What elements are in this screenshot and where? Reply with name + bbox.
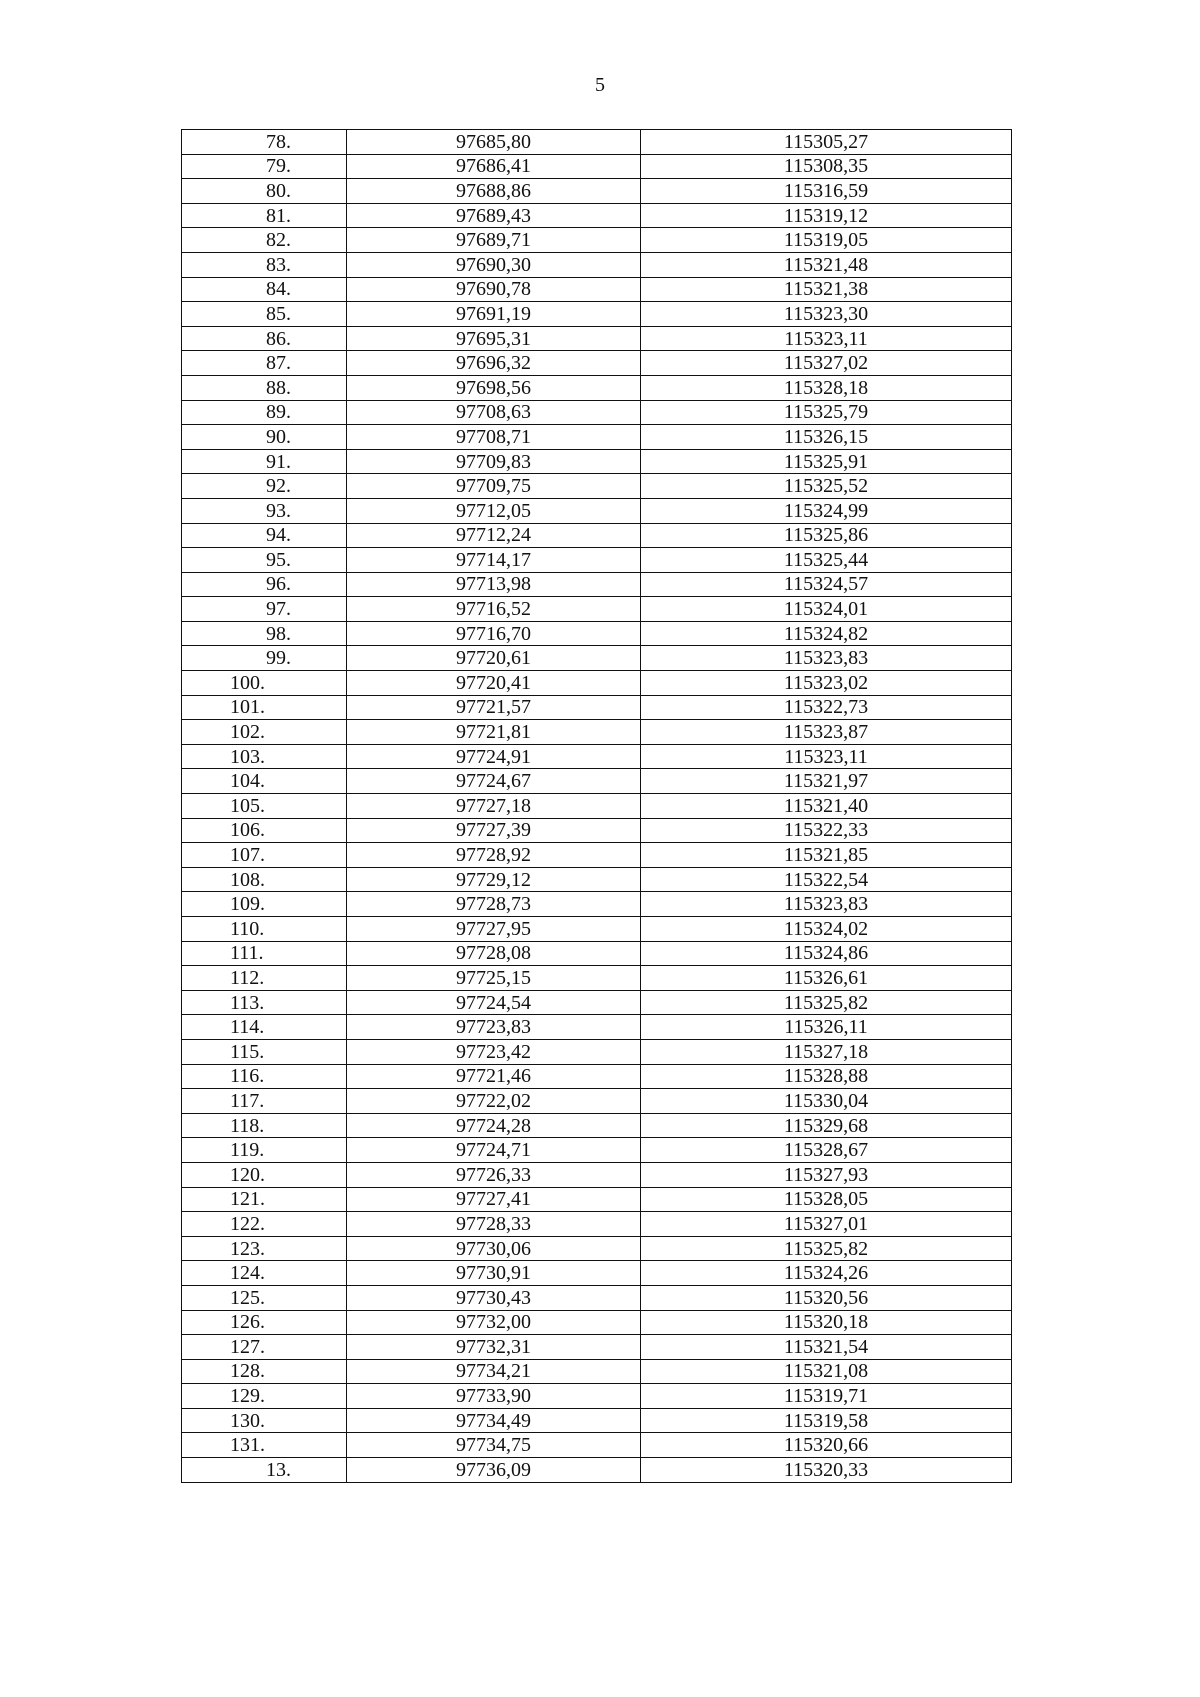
point-number: 111.: [230, 942, 264, 965]
point-number: 112.: [230, 966, 265, 989]
point-number-cell: [182, 1212, 347, 1237]
point-number-cell: [182, 425, 347, 450]
x-coordinate-cell: 97698,56: [347, 375, 641, 400]
point-number: 114.: [230, 1016, 265, 1039]
point-number: 100.: [230, 671, 265, 694]
point-number: 118.: [230, 1114, 265, 1137]
x-coordinate-cell: 97709,75: [347, 474, 641, 499]
point-number-cell: [182, 548, 347, 573]
point-number: 113.: [230, 991, 265, 1014]
page-number: 5: [595, 74, 605, 96]
y-coordinate-cell: 115327,18: [641, 1039, 1012, 1064]
table-row: [182, 769, 1012, 794]
y-coordinate-cell: 115330,04: [641, 1089, 1012, 1114]
point-number: 110.: [230, 917, 265, 940]
y-coordinate-cell: 115320,18: [641, 1310, 1012, 1335]
point-number: 108.: [230, 868, 265, 891]
table-row: [182, 302, 1012, 327]
x-coordinate-cell: 97716,52: [347, 597, 641, 622]
y-coordinate-cell: 115328,05: [641, 1187, 1012, 1212]
point-number: 82.: [266, 229, 291, 252]
point-number: 130.: [230, 1409, 265, 1432]
point-number-cell: [182, 1236, 347, 1261]
table-row: [182, 228, 1012, 253]
x-coordinate-cell: 97723,83: [347, 1015, 641, 1040]
point-number: 116.: [230, 1065, 265, 1088]
point-number: 115.: [230, 1040, 265, 1063]
point-number-cell: [182, 130, 347, 155]
y-coordinate-cell: 115323,02: [641, 671, 1012, 696]
point-number-cell: [182, 744, 347, 769]
point-number-cell: [182, 1359, 347, 1384]
point-number-cell: [182, 1310, 347, 1335]
point-number: 122.: [230, 1212, 265, 1235]
y-coordinate-cell: 115308,35: [641, 154, 1012, 179]
table-row: [182, 941, 1012, 966]
y-coordinate-cell: 115321,08: [641, 1359, 1012, 1384]
point-number: 105.: [230, 794, 265, 817]
y-coordinate-cell: 115329,68: [641, 1113, 1012, 1138]
point-number: 84.: [266, 278, 291, 301]
table-row: [182, 1138, 1012, 1163]
x-coordinate-cell: 97686,41: [347, 154, 641, 179]
point-number: 125.: [230, 1286, 265, 1309]
table-row: [182, 1433, 1012, 1458]
x-coordinate-cell: 97721,81: [347, 720, 641, 745]
table-row: [182, 966, 1012, 991]
point-number-cell: [182, 1015, 347, 1040]
y-coordinate-cell: 115321,38: [641, 277, 1012, 302]
point-number: 83.: [266, 253, 291, 276]
point-number: 109.: [230, 893, 265, 916]
point-number-cell: [182, 769, 347, 794]
point-number-cell: [182, 302, 347, 327]
y-coordinate-cell: 115325,86: [641, 523, 1012, 548]
y-coordinate-cell: 115328,88: [641, 1064, 1012, 1089]
point-number: 92.: [266, 475, 291, 498]
y-coordinate-cell: 115319,05: [641, 228, 1012, 253]
x-coordinate-cell: 97733,90: [347, 1384, 641, 1409]
table-row: [182, 720, 1012, 745]
point-number: 91.: [266, 450, 291, 473]
table-row: [182, 474, 1012, 499]
x-coordinate-cell: 97728,33: [347, 1212, 641, 1237]
x-coordinate-cell: 97712,24: [347, 523, 641, 548]
x-coordinate-cell: 97689,43: [347, 203, 641, 228]
x-coordinate-cell: 97690,78: [347, 277, 641, 302]
x-coordinate-cell: 97734,21: [347, 1359, 641, 1384]
y-coordinate-cell: 115325,79: [641, 400, 1012, 425]
point-number-cell: [182, 1089, 347, 1114]
table-row: [182, 203, 1012, 228]
table-row: [182, 990, 1012, 1015]
point-number: 79.: [266, 155, 291, 178]
x-coordinate-cell: 97714,17: [347, 548, 641, 573]
point-number: 85.: [266, 302, 291, 325]
y-coordinate-cell: 115320,66: [641, 1433, 1012, 1458]
point-number: 96.: [266, 573, 291, 596]
x-coordinate-cell: 97732,00: [347, 1310, 641, 1335]
point-number: 101.: [230, 696, 265, 719]
table-row: [182, 277, 1012, 302]
x-coordinate-cell: 97727,95: [347, 917, 641, 942]
point-number: 119.: [230, 1139, 265, 1162]
table-row: [182, 1089, 1012, 1114]
x-coordinate-cell: 97726,33: [347, 1162, 641, 1187]
point-number: 127.: [230, 1335, 265, 1358]
y-coordinate-cell: 115326,61: [641, 966, 1012, 991]
point-number-cell: [182, 498, 347, 523]
table-row: [182, 498, 1012, 523]
y-coordinate-cell: 115316,59: [641, 179, 1012, 204]
table-row: [182, 1187, 1012, 1212]
point-number-cell: [182, 375, 347, 400]
point-number: 86.: [266, 327, 291, 350]
table-row: [182, 1039, 1012, 1064]
x-coordinate-cell: 97716,70: [347, 621, 641, 646]
point-number: 80.: [266, 179, 291, 202]
point-number: 106.: [230, 819, 265, 842]
point-number-cell: [182, 1039, 347, 1064]
x-coordinate-cell: 97727,41: [347, 1187, 641, 1212]
point-number: 95.: [266, 548, 291, 571]
point-number: 78.: [266, 130, 291, 153]
y-coordinate-cell: 115324,02: [641, 917, 1012, 942]
x-coordinate-cell: 97721,46: [347, 1064, 641, 1089]
point-number-cell: [182, 646, 347, 671]
point-number-cell: [182, 843, 347, 868]
point-number-cell: [182, 228, 347, 253]
coordinates-table-body: [182, 130, 1012, 1483]
point-number-cell: [182, 1138, 347, 1163]
table-row: [182, 326, 1012, 351]
y-coordinate-cell: 115323,11: [641, 326, 1012, 351]
y-coordinate-cell: 115324,57: [641, 572, 1012, 597]
y-coordinate-cell: 115323,30: [641, 302, 1012, 327]
y-coordinate-cell: 115321,97: [641, 769, 1012, 794]
y-coordinate-cell: 115322,33: [641, 818, 1012, 843]
y-coordinate-cell: 115325,82: [641, 990, 1012, 1015]
y-coordinate-cell: 115323,83: [641, 646, 1012, 671]
table-row: [182, 523, 1012, 548]
y-coordinate-cell: 115320,56: [641, 1285, 1012, 1310]
y-coordinate-cell: 115325,91: [641, 449, 1012, 474]
table-row: [182, 621, 1012, 646]
y-coordinate-cell: 115324,82: [641, 621, 1012, 646]
y-coordinate-cell: 115319,58: [641, 1408, 1012, 1433]
point-number-cell: [182, 1458, 347, 1483]
x-coordinate-cell: 97721,57: [347, 695, 641, 720]
point-number-cell: [182, 1285, 347, 1310]
y-coordinate-cell: 115321,54: [641, 1335, 1012, 1360]
point-number: 87.: [266, 352, 291, 375]
point-number-cell: [182, 1261, 347, 1286]
x-coordinate-cell: 97734,75: [347, 1433, 641, 1458]
point-number-cell: [182, 400, 347, 425]
point-number: 93.: [266, 499, 291, 522]
point-number-cell: [182, 252, 347, 277]
x-coordinate-cell: 97728,08: [347, 941, 641, 966]
y-coordinate-cell: 115325,82: [641, 1236, 1012, 1261]
table-row: [182, 1015, 1012, 1040]
table-row: [182, 1408, 1012, 1433]
table-row: [182, 1113, 1012, 1138]
y-coordinate-cell: 115323,83: [641, 892, 1012, 917]
table-row: [182, 744, 1012, 769]
point-number: 120.: [230, 1163, 265, 1186]
point-number: 103.: [230, 745, 265, 768]
table-row: [182, 375, 1012, 400]
x-coordinate-cell: 97709,83: [347, 449, 641, 474]
point-number: 102.: [230, 721, 265, 744]
x-coordinate-cell: 97685,80: [347, 130, 641, 155]
coordinates-table: [181, 129, 1012, 1483]
y-coordinate-cell: 115324,99: [641, 498, 1012, 523]
x-coordinate-cell: 97728,92: [347, 843, 641, 868]
y-coordinate-cell: 115325,52: [641, 474, 1012, 499]
table-row: [182, 400, 1012, 425]
point-number-cell: [182, 941, 347, 966]
x-coordinate-cell: 97708,71: [347, 425, 641, 450]
point-number: 128.: [230, 1360, 265, 1383]
x-coordinate-cell: 97689,71: [347, 228, 641, 253]
table-row: [182, 1384, 1012, 1409]
point-number-cell: [182, 720, 347, 745]
table-row: [182, 351, 1012, 376]
table-row: [182, 1335, 1012, 1360]
table-row: [182, 1236, 1012, 1261]
table-row: [182, 1261, 1012, 1286]
point-number-cell: [182, 351, 347, 376]
point-number-cell: [182, 966, 347, 991]
table-row: [182, 671, 1012, 696]
point-number-cell: [182, 794, 347, 819]
table-row: [182, 695, 1012, 720]
y-coordinate-cell: 115326,15: [641, 425, 1012, 450]
table-row: [182, 179, 1012, 204]
point-number: 121.: [230, 1188, 265, 1211]
point-number-cell: [182, 154, 347, 179]
x-coordinate-cell: 97728,73: [347, 892, 641, 917]
x-coordinate-cell: 97724,71: [347, 1138, 641, 1163]
point-number: 129.: [230, 1385, 265, 1408]
point-number-cell: [182, 867, 347, 892]
point-number: 89.: [266, 401, 291, 424]
x-coordinate-cell: 97732,31: [347, 1335, 641, 1360]
y-coordinate-cell: 115321,85: [641, 843, 1012, 868]
x-coordinate-cell: 97729,12: [347, 867, 641, 892]
point-number-cell: [182, 1187, 347, 1212]
table-row: [182, 1212, 1012, 1237]
x-coordinate-cell: 97696,32: [347, 351, 641, 376]
point-number: 81.: [266, 204, 291, 227]
point-number-cell: [182, 671, 347, 696]
table-row: [182, 252, 1012, 277]
x-coordinate-cell: 97720,41: [347, 671, 641, 696]
table-row: [182, 449, 1012, 474]
point-number-cell: [182, 1162, 347, 1187]
point-number: 94.: [266, 524, 291, 547]
table-row: [182, 1162, 1012, 1187]
x-coordinate-cell: 97723,42: [347, 1039, 641, 1064]
table-row: [182, 1285, 1012, 1310]
table-row: [182, 818, 1012, 843]
point-number-cell: [182, 1064, 347, 1089]
x-coordinate-cell: 97730,06: [347, 1236, 641, 1261]
point-number: 126.: [230, 1311, 265, 1334]
x-coordinate-cell: 97695,31: [347, 326, 641, 351]
y-coordinate-cell: 115319,71: [641, 1384, 1012, 1409]
x-coordinate-cell: 97727,39: [347, 818, 641, 843]
x-coordinate-cell: 97691,19: [347, 302, 641, 327]
point-number: 124.: [230, 1262, 265, 1285]
x-coordinate-cell: 97724,54: [347, 990, 641, 1015]
x-coordinate-cell: 97722,02: [347, 1089, 641, 1114]
point-number-cell: [182, 449, 347, 474]
y-coordinate-cell: 115321,40: [641, 794, 1012, 819]
table-row: [182, 1359, 1012, 1384]
point-number-cell: [182, 1433, 347, 1458]
y-coordinate-cell: 115323,87: [641, 720, 1012, 745]
x-coordinate-cell: 97727,18: [347, 794, 641, 819]
point-number-cell: [182, 917, 347, 942]
point-number-cell: [182, 990, 347, 1015]
x-coordinate-cell: 97712,05: [347, 498, 641, 523]
x-coordinate-cell: 97734,49: [347, 1408, 641, 1433]
point-number-cell: [182, 1335, 347, 1360]
point-number: 13.: [266, 1458, 291, 1481]
table-row: [182, 154, 1012, 179]
table-row: [182, 1064, 1012, 1089]
y-coordinate-cell: 115328,67: [641, 1138, 1012, 1163]
point-number-cell: [182, 523, 347, 548]
point-number-cell: [182, 179, 347, 204]
table-row: [182, 1310, 1012, 1335]
x-coordinate-cell: 97713,98: [347, 572, 641, 597]
y-coordinate-cell: 115319,12: [641, 203, 1012, 228]
table-row: [182, 794, 1012, 819]
x-coordinate-cell: 97724,28: [347, 1113, 641, 1138]
point-number-cell: [182, 1384, 347, 1409]
point-number-cell: [182, 326, 347, 351]
point-number: 123.: [230, 1237, 265, 1260]
x-coordinate-cell: 97720,61: [347, 646, 641, 671]
y-coordinate-cell: 115325,44: [641, 548, 1012, 573]
x-coordinate-cell: 97690,30: [347, 252, 641, 277]
point-number: 98.: [266, 622, 291, 645]
y-coordinate-cell: 115322,73: [641, 695, 1012, 720]
y-coordinate-cell: 115320,33: [641, 1458, 1012, 1483]
point-number-cell: [182, 1113, 347, 1138]
y-coordinate-cell: 115324,26: [641, 1261, 1012, 1286]
y-coordinate-cell: 115305,27: [641, 130, 1012, 155]
x-coordinate-cell: 97708,63: [347, 400, 641, 425]
table-row: [182, 646, 1012, 671]
point-number-cell: [182, 1408, 347, 1433]
table-row: [182, 130, 1012, 155]
table-row: [182, 572, 1012, 597]
y-coordinate-cell: 115327,01: [641, 1212, 1012, 1237]
point-number-cell: [182, 818, 347, 843]
x-coordinate-cell: 97724,67: [347, 769, 641, 794]
table-row: [182, 867, 1012, 892]
x-coordinate-cell: 97730,91: [347, 1261, 641, 1286]
point-number-cell: [182, 621, 347, 646]
point-number: 117.: [230, 1089, 265, 1112]
table-row: [182, 1458, 1012, 1483]
table-row: [182, 597, 1012, 622]
point-number-cell: [182, 695, 347, 720]
point-number: 131.: [230, 1434, 265, 1457]
x-coordinate-cell: 97688,86: [347, 179, 641, 204]
x-coordinate-cell: 97736,09: [347, 1458, 641, 1483]
point-number: 88.: [266, 376, 291, 399]
point-number-cell: [182, 892, 347, 917]
point-number-cell: [182, 277, 347, 302]
point-number-cell: [182, 474, 347, 499]
y-coordinate-cell: 115328,18: [641, 375, 1012, 400]
table-row: [182, 892, 1012, 917]
table-row: [182, 843, 1012, 868]
y-coordinate-cell: 115321,48: [641, 252, 1012, 277]
point-number-cell: [182, 203, 347, 228]
table-row: [182, 917, 1012, 942]
point-number: 97.: [266, 598, 291, 621]
point-number: 107.: [230, 844, 265, 867]
y-coordinate-cell: 115327,93: [641, 1162, 1012, 1187]
y-coordinate-cell: 115327,02: [641, 351, 1012, 376]
y-coordinate-cell: 115322,54: [641, 867, 1012, 892]
point-number: 90.: [266, 425, 291, 448]
point-number: 99.: [266, 647, 291, 670]
x-coordinate-cell: 97724,91: [347, 744, 641, 769]
point-number: 104.: [230, 770, 265, 793]
point-number-cell: [182, 597, 347, 622]
table-row: [182, 548, 1012, 573]
point-number-cell: [182, 572, 347, 597]
y-coordinate-cell: 115323,11: [641, 744, 1012, 769]
y-coordinate-cell: 115324,01: [641, 597, 1012, 622]
x-coordinate-cell: 97725,15: [347, 966, 641, 991]
y-coordinate-cell: 115324,86: [641, 941, 1012, 966]
table-row: [182, 425, 1012, 450]
x-coordinate-cell: 97730,43: [347, 1285, 641, 1310]
y-coordinate-cell: 115326,11: [641, 1015, 1012, 1040]
